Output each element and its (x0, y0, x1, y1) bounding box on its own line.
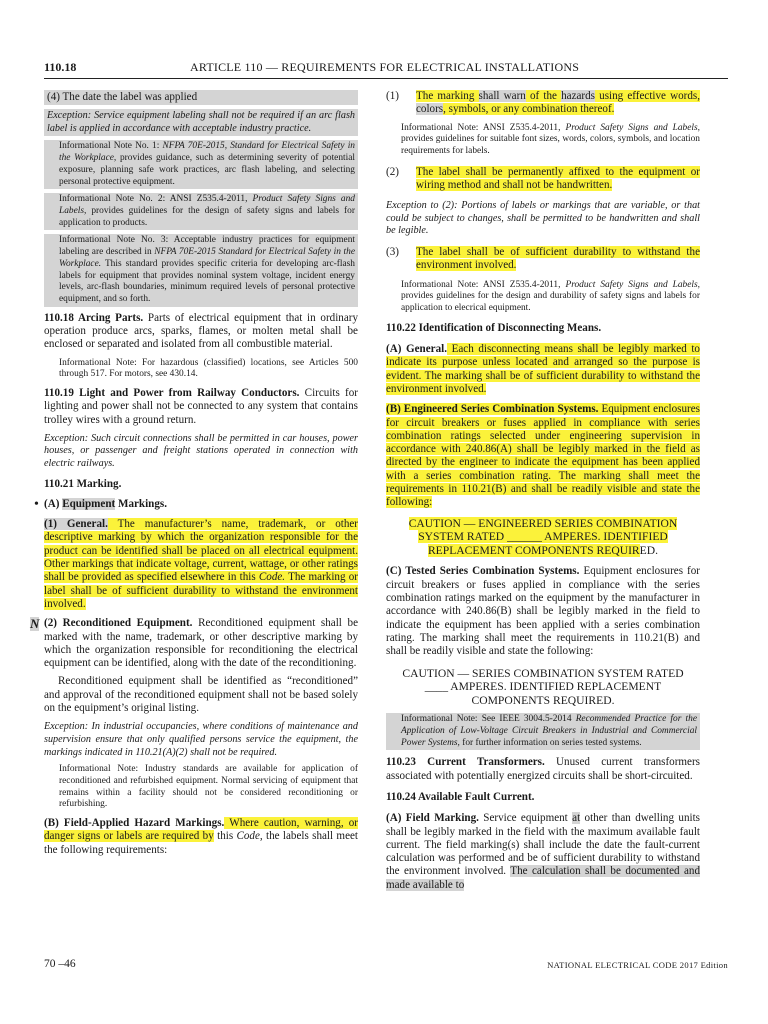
paragraph-general: (1) General. The manufacturer’s name, trademark, or other descriptive marking by which the organization responsible for the product can be identified shall be placed on all electrical equipment. Other markings that indicate voltage, current, wattage, or other ratings shall be provided as specified elsewhere in this Code. The marking or label shall be of sufficient durability to withstand the environment involved. (44, 518, 358, 610)
subsection-c-tested: (C) Tested Series Combination Systems. Equipment enclosures for circuit breakers or fuses applied in compliance with the series combination ratings marked on the equipment by the manufacturer in accordance with 240.86(B) shall be legibly marked in the field to indicate the equipment has been applied with a series combination rating. The marking shall meet the requirements in 110.21(B) and shall be readily visible and state the following: (386, 565, 700, 658)
subsection-a-general: (A) General. Each disconnecting means shall be legibly marked to indicate its purpose unless located and arranged so the purpose is evident. The marking shall be of sufficient durability to withstand the environment involved. (386, 343, 700, 395)
requirement-2: (2) The label shall be permanently affixed to the equipment or wiring method and shall not be handwritten. (386, 165, 700, 191)
section-110-22-heading: 110.22 Identification of Disconnecting Means. (386, 321, 602, 334)
footer-edition: NATIONAL ELECTRICAL CODE 2017 Edition (547, 960, 728, 970)
informational-note-ieee: Informational Note: See IEEE 3004.5-2014 Recommended Practice for the Application of Low-Voltage Circuit Breakers in Industrial and Commercial Power Systems, for further information on series tested systems. (386, 713, 700, 750)
section-110-18: 110.18 Arcing Parts. Parts of electrical equipment that in ordinary operation produce arcs, sparks, flames, or molten metal shall be enclosed or separated and isolated from all combustible material. (44, 311, 358, 351)
new-text-marker: N (30, 616, 40, 632)
caution-label-tested: CAUTION — SERIES COMBINATION SYSTEM RATED ____ AMPERES. IDENTIFIED REPLACEMENT COMPONENTS REQUIRED. (402, 666, 684, 707)
informational-note-3: Informational Note No. 3: Acceptable industry practices for equipment labeling are described in NFPA 70E-2015 Standard for Electrical Safety in the Workplace. This standard provides specific criteria for developing arc-flash labels for equipment that provides nominal system voltage, incident energy levels, arc-flash boundaries, minimum required levels of personal protective equipment, and so forth. (44, 234, 358, 306)
list-item-4: (4) The date the label was applied (44, 90, 358, 105)
informational-note-industry-standards: Informational Note: Industry standards are available for application of reconditioned and refurbished equipment. Normal servicing of equipment that remains within a facility should not be considered reconditioning or refurbishing. (59, 764, 358, 810)
subsection-b-engineered: (B) Engineered Series Combination Systems. Equipment enclosures for circuit breakers or fuses applied in compliance with series combination ratings selected under engineering supervision in accordance with 240.86(A) shall be legibly marked in the field as directed by the engineer to indicate the equipment has been applied with a series combination rating. The marking shall meet the requirements in 110.21(B) and shall be readily visible and state the following: (386, 403, 700, 509)
page-number: 70 –46 (44, 958, 76, 970)
exception-railway: Exception: Such circuit connections shall be permitted in car houses, power houses, or passenger and freight stations operated in connection with electric railways. (44, 432, 358, 469)
subsection-a-field-marking: (A) Field Marking. Service equipment at other than dwelling units shall be legibly marked in the field with the maximum available fault current. The field marking(s) shall include the date the fault-current calculation was performed and be of sufficient durability to withstand the environment involved. The calculation shall be documented and made available to (386, 812, 700, 891)
section-110-24-heading: 110.24 Available Fault Current. (386, 790, 535, 803)
subsection-b-field-applied: (B) Field-Applied Hazard Markings. Where caution, warning, or danger signs or labels are required by this Code, the labels shall meet the following requirements: (44, 816, 358, 856)
exception-service-labeling: Exception: Service equipment labeling shall not be required if an arc flash label is applied in accordance with acceptable industry practice. (44, 109, 358, 136)
informational-note-font-sizes: Informational Note: ANSI Z535.4-2011, Product Safety Signs and Labels, provides guidelines for suitable font sizes, words, colors, symbols, and location requirements for labels. (401, 122, 700, 156)
informational-note-durability: Informational Note: ANSI Z535.4-2011, Product Safety Signs and Labels, provides guidelines for the design and durability of safety signs and labels for application to elecrical equipment. (401, 279, 700, 314)
section-110-21-heading: 110.21 Marking. (44, 477, 122, 490)
section-110-19: 110.19 Light and Power from Railway Conductors. Circuits for lighting and power shall not be connected to any system that contains trolley wires with a ground return. (44, 386, 358, 426)
exception-industrial: Exception: In industrial occupancies, where conditions of maintenance and supervision ensure that only qualified persons service the equipment, the markings indicated in 110.21(A)(2) shall not be required. (44, 721, 358, 758)
paragraph-reconditioned-equipment: N (2) Reconditioned Equipment. Reconditioned equipment shall be marked with the name, trademark, or other descriptive marking by which the organization responsible for reconditioning the electrical equipment can be identified, along with the date of the reconditioning. (30, 616, 358, 670)
informational-note-2: Informational Note No. 2: ANSI Z535.4-2011, Product Safety Signs and Labels, provides guidelines for the design of safety signs and labels for application to products. (44, 193, 358, 230)
section-110-23: 110.23 Current Transformers. Unused current transformers associated with potentially energized circuits shall be short-circuited. (386, 756, 700, 782)
running-header (44, 60, 728, 79)
header-article-title: ARTICLE 110 — REQUIREMENTS FOR ELECTRICAL INSTALLATIONS (190, 60, 580, 74)
informational-note-hazardous: Informational Note: For hazardous (classified) locations, see Articles 500 through 517. For motors, see 430.14. (59, 357, 358, 380)
subsection-a-equipment-markings: • (A) Equipment Markings. (34, 496, 167, 512)
exception-to-2: Exception to (2): Portions of labels or markings that are variable, or that could be subject to changes, shall be permitted to be handwritten and shall be legible. (386, 200, 700, 237)
paragraph-reconditioned-identified: Reconditioned equipment shall be identified as “reconditioned” and approval of the reconditioned equipment shall not be based solely on the equipment’s original listing. (44, 675, 358, 715)
header-section-number: 110.18 (44, 60, 77, 74)
change-bullet-icon: • (34, 496, 39, 512)
right-column (386, 90, 700, 892)
informational-note-1: Informational Note No. 1: NFPA 70E-2015, Standard for Electrical Safety in the Workplace, provides guidance, such as determining severity of potential exposure, planning safe work practices, arc flash labeling, and selecting personal protective equipment. (44, 140, 358, 189)
left-column (30, 90, 358, 857)
caution-label-engineered: CAUTION — ENGINEERED SERIES COMBINATION SYSTEM RATED ______ AMPERES. IDENTIFIED REPLACEMENT COMPONENTS REQUIRED. (408, 516, 678, 557)
requirement-1: (1) The marking shall warn of the hazards using effective words, colors, symbols, or any combination thereof. (386, 90, 700, 116)
requirement-3: (3) The label shall be of sufficient durability to withstand the environment involved. (386, 246, 700, 272)
